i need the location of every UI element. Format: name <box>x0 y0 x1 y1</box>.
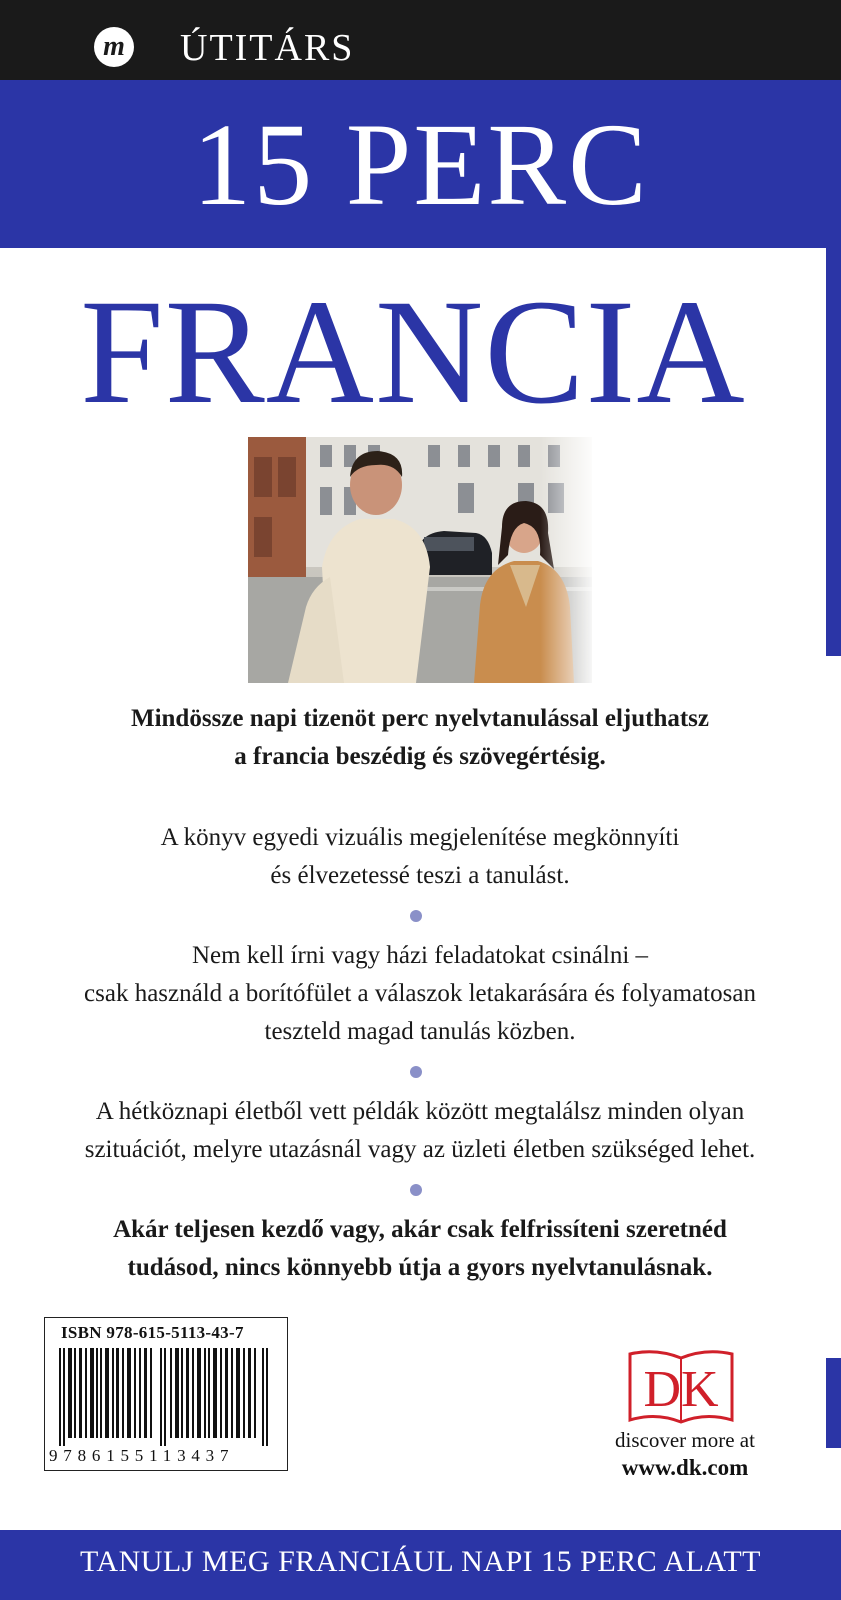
lead-line-2: a francia beszédig és szövegértésig. <box>234 743 606 770</box>
photo-people-conversation-street-icon <box>248 437 592 683</box>
publisher-logo-icon <box>94 27 134 67</box>
barcode-digits: 9786155113437 <box>49 1446 235 1465</box>
top-bar <box>0 0 841 80</box>
footer-tagline: TANULJ MEG FRANCIÁUL NAPI 15 PERC ALATT <box>79 1545 761 1578</box>
edge-stripe-lower <box>826 1358 841 1448</box>
lead-line-1: Mindössze napi tizenöt perc nyelvtanulással eljuthatsz <box>130 705 709 732</box>
paragraph-2-line-1: Nem kell írni vagy házi feladatokat csinálni – <box>191 942 649 969</box>
paragraph-3-line-1: A hétköznapi életből vett példák között megtalálsz minden olyan <box>95 1098 745 1125</box>
bullet-divider-icon <box>410 910 422 922</box>
title-line-2: FRANCIA <box>80 269 746 435</box>
bullet-divider-icon <box>410 1066 422 1078</box>
closing-line-1: Akár teljesen kezdő vagy, akár csak felfrissíteni szeretnéd <box>113 1216 727 1243</box>
paragraph-1-line-1: A könyv egyedi vizuális megjelenítése megkönnyíti <box>160 824 680 851</box>
dk-logo-icon <box>626 1350 736 1424</box>
edge-stripe <box>826 248 841 656</box>
barcode-icon <box>59 1348 273 1446</box>
paragraph-1-line-2: és élvezetessé teszi a tanulást. <box>270 862 570 889</box>
paragraph-2-line-3: teszteld magad tanulás közben. <box>264 1018 576 1045</box>
logo-letter: m <box>103 31 125 62</box>
dk-url-link[interactable]: www.dk.com <box>621 1455 749 1480</box>
cover-photo <box>248 437 592 683</box>
dk-logo-text: DK <box>643 1361 719 1418</box>
closing-line-2: tudásod, nincs könnyebb útja a gyors nyelvtanulásnak. <box>127 1254 713 1281</box>
isbn-label: ISBN 978-615-5113-43-7 <box>61 1323 244 1342</box>
dk-tagline: discover more at <box>615 1428 755 1452</box>
paragraph-2-line-2: csak használd a borítófület a válaszok letakarására és folyamatosan <box>84 980 756 1007</box>
isbn-barcode <box>44 1317 288 1471</box>
title-line-1: 15 PERC <box>192 99 649 230</box>
paragraph-3-line-2: szituációt, melyre utazásnál vagy az üzleti életben szükséged lehet. <box>84 1136 756 1163</box>
bullet-divider-icon <box>410 1184 422 1196</box>
series-brand: ÚTITÁRS <box>180 27 355 69</box>
